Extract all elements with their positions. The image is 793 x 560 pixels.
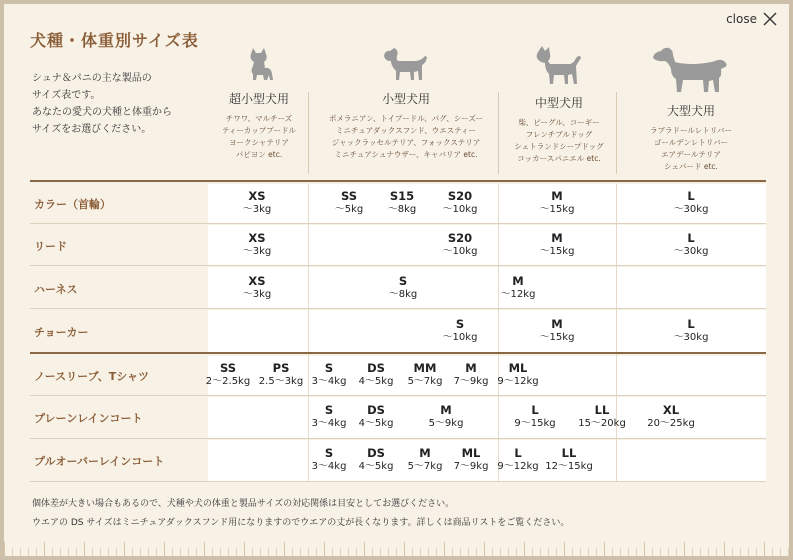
column-title: 超小型犬用 — [228, 92, 289, 106]
breed-list — [504, 117, 614, 165]
column-large — [618, 44, 764, 173]
breed-list — [618, 125, 764, 173]
size-code: LL — [594, 403, 610, 417]
intro-line: サイズ表です。 — [32, 90, 101, 101]
size-code: M — [419, 446, 431, 460]
page-title: 犬種・体重別サイズ表 — [30, 31, 199, 50]
weight-range: 3〜4kg — [311, 461, 347, 472]
close-label: close — [726, 12, 757, 26]
size-cell[interactable] — [522, 317, 592, 345]
header-divider — [308, 92, 309, 174]
weight-range: 5〜7kg — [407, 376, 443, 387]
column-toy — [212, 44, 306, 161]
row-label-choker[interactable]: チョーカー — [34, 326, 89, 339]
row-label-sleeveless-tshirt[interactable]: ノースリーブ、Tシャツ — [34, 370, 149, 383]
small-dog-icon — [382, 44, 430, 84]
size-cell[interactable] — [656, 189, 726, 217]
size-cell[interactable] — [368, 274, 438, 302]
weight-range: 15〜20kg — [578, 418, 626, 429]
size-code: XS — [248, 189, 266, 203]
intro-line: サイズをお選びください。 — [32, 124, 152, 135]
size-cell[interactable] — [567, 403, 637, 431]
size-code: S — [324, 403, 334, 417]
size-cell[interactable] — [483, 361, 553, 389]
footnote: 個体差が大きい場合もあるので、犬種や犬の体重と製品サイズの対応関係は目安としてお選びください。 — [32, 499, 455, 509]
size-code: DS — [367, 361, 385, 375]
weight-range: 〜10kg — [442, 246, 478, 257]
size-code: XL — [662, 403, 680, 417]
size-cell[interactable] — [411, 403, 481, 431]
medium-dog-icon — [534, 44, 584, 88]
size-code: M — [551, 189, 563, 203]
weight-range: 2.5〜3kg — [258, 376, 304, 387]
size-code: L — [687, 317, 695, 331]
weight-range: 4〜5kg — [358, 461, 394, 472]
size-code: DS — [367, 403, 385, 417]
weight-range: 〜15kg — [539, 246, 575, 257]
breed-line: シェトランドシープドッグ — [514, 142, 604, 151]
column-title: 小型犬用 — [381, 92, 430, 106]
weight-range: 〜3kg — [242, 289, 272, 300]
size-code: SS — [219, 361, 237, 375]
breed-line: フレンチブルドッグ — [525, 130, 593, 139]
size-code: M — [440, 403, 452, 417]
row-divider — [30, 395, 766, 396]
header-divider — [498, 92, 499, 174]
footnote: ウエアの DS サイズはミニチュアダックスフンド用になりますのでウエアの丈が長くなります。詳しくは商品リストをご覧ください。 — [32, 518, 570, 528]
weight-range: 〜15kg — [539, 204, 575, 215]
size-code: S20 — [447, 189, 473, 203]
size-code: S — [398, 274, 408, 288]
weight-range: 5〜7kg — [407, 461, 443, 472]
size-code: S — [455, 317, 465, 331]
row-label-lead[interactable]: リード — [34, 240, 67, 253]
size-code: LL — [561, 446, 577, 460]
row-divider — [30, 308, 766, 309]
breed-line: エアデールテリア — [661, 150, 721, 159]
breed-line: パピヨン etc. — [235, 150, 283, 159]
size-code: L — [531, 403, 539, 417]
size-cell[interactable] — [483, 274, 553, 302]
table-top-rule — [30, 180, 766, 182]
size-code: MM — [413, 361, 437, 375]
close-icon[interactable] — [763, 12, 777, 26]
close-button[interactable] — [726, 12, 777, 26]
breed-line: ティーカッププードル — [222, 126, 296, 135]
weight-range: 3〜4kg — [311, 376, 347, 387]
size-cell[interactable] — [222, 274, 292, 302]
header-divider — [616, 92, 617, 174]
row-label-pullover-raincoat[interactable]: プルオーバーレインコート — [34, 455, 165, 468]
row-divider — [30, 438, 766, 439]
weight-range: 3〜4kg — [311, 418, 347, 429]
breed-line: ポメラニアン、トイプードル、パグ、シーズー — [328, 114, 484, 123]
breed-line: ヨークシャテリア — [229, 138, 289, 147]
size-cell[interactable] — [425, 189, 495, 217]
breed-line: シェパード etc. — [664, 162, 718, 171]
intro-line: あなたの愛犬の犬種と体重から — [32, 107, 172, 118]
size-cell[interactable] — [222, 189, 292, 217]
weight-range: 7〜9kg — [453, 376, 489, 387]
weight-range: 4〜5kg — [358, 376, 394, 387]
weight-range: 〜30kg — [673, 246, 709, 257]
weight-range: 2〜2.5kg — [205, 376, 251, 387]
weight-range: 7〜9kg — [453, 461, 489, 472]
size-code: S — [324, 446, 334, 460]
size-cell[interactable] — [500, 403, 570, 431]
size-code: M — [551, 231, 563, 245]
weight-range: 9〜15kg — [514, 418, 556, 429]
row-label-plain-raincoat[interactable]: プレーンレインコート — [34, 412, 143, 425]
breed-line: チワワ、マルチーズ — [225, 114, 293, 123]
breed-line: ラブラドールレトリバー — [650, 126, 732, 135]
weight-range: 9〜12kg — [497, 461, 539, 472]
weight-range: 〜10kg — [442, 332, 478, 343]
row-label-harness[interactable]: ハーネス — [34, 283, 78, 296]
size-code: M — [465, 361, 477, 375]
size-cell[interactable] — [636, 403, 706, 431]
weight-range: 〜3kg — [242, 246, 272, 257]
size-cell[interactable] — [656, 231, 726, 259]
weight-range: 5〜9kg — [428, 418, 464, 429]
size-code: L — [687, 231, 695, 245]
row-label-collar[interactable]: カラー（首輪） — [34, 198, 111, 211]
breed-line: ミニチュアダックスフンド、ウエスティー — [336, 126, 476, 135]
weight-range: 12〜15kg — [545, 461, 593, 472]
weight-range: 〜10kg — [442, 204, 478, 215]
size-code: XS — [248, 231, 266, 245]
weight-range: 〜30kg — [673, 332, 709, 343]
column-medium — [504, 44, 614, 165]
breed-line: 柴、ビーグル、コーギー — [518, 118, 600, 127]
size-code: XS — [248, 274, 266, 288]
breed-line: ジャックラッセルテリア、フォックステリア — [331, 138, 481, 147]
weight-range: 〜3kg — [242, 204, 272, 215]
column-divider — [616, 184, 617, 481]
size-cell[interactable] — [534, 446, 604, 474]
size-cell[interactable] — [656, 317, 726, 345]
size-code: L — [687, 189, 695, 203]
size-cell[interactable] — [522, 189, 592, 217]
breed-line: ゴールデンレトリバー — [653, 138, 729, 147]
size-code: DS — [367, 446, 385, 460]
toy-dog-icon — [241, 44, 277, 84]
size-cell[interactable] — [222, 231, 292, 259]
size-code: L — [514, 446, 522, 460]
breed-line: コッカースパニエル etc. — [517, 154, 601, 163]
size-code: M — [512, 274, 524, 288]
size-code: M — [551, 317, 563, 331]
weight-range: 20〜25kg — [647, 418, 695, 429]
size-code: S20 — [447, 231, 473, 245]
column-title: 中型犬用 — [534, 96, 583, 110]
column-divider — [498, 184, 499, 481]
size-code: SS — [340, 189, 358, 203]
large-dog-icon — [651, 44, 731, 96]
size-code: S — [324, 361, 334, 375]
size-cell[interactable] — [425, 317, 495, 345]
ruler-decoration — [4, 534, 793, 556]
size-cell[interactable] — [341, 403, 411, 431]
size-code: ML — [508, 361, 528, 375]
weight-range: 〜8kg — [388, 289, 418, 300]
breed-list — [312, 113, 500, 161]
weight-range: 9〜12kg — [497, 376, 539, 387]
row-divider — [30, 265, 766, 266]
size-cell[interactable] — [425, 231, 495, 259]
weight-range: 〜8kg — [387, 204, 417, 215]
weight-range: 〜15kg — [539, 332, 575, 343]
column-title: 大型犬用 — [666, 104, 715, 118]
size-code: S15 — [389, 189, 415, 203]
intro-line: シュナ＆パニの主な製品の — [32, 73, 152, 84]
column-small — [312, 44, 500, 161]
row-divider — [30, 481, 766, 482]
section-rule — [30, 352, 766, 354]
weight-range: 〜30kg — [673, 204, 709, 215]
size-code: ML — [461, 446, 481, 460]
column-divider — [308, 184, 309, 481]
intro-text — [32, 70, 212, 138]
weight-range: 〜12kg — [500, 289, 536, 300]
size-cell[interactable] — [522, 231, 592, 259]
breed-line: ミニチュアシュナウザー、キャバリア etc. — [334, 150, 478, 159]
weight-range: 4〜5kg — [358, 418, 394, 429]
breed-list — [212, 113, 306, 161]
weight-range: 〜5kg — [334, 204, 364, 215]
row-divider — [30, 223, 766, 224]
size-code: PS — [272, 361, 290, 375]
